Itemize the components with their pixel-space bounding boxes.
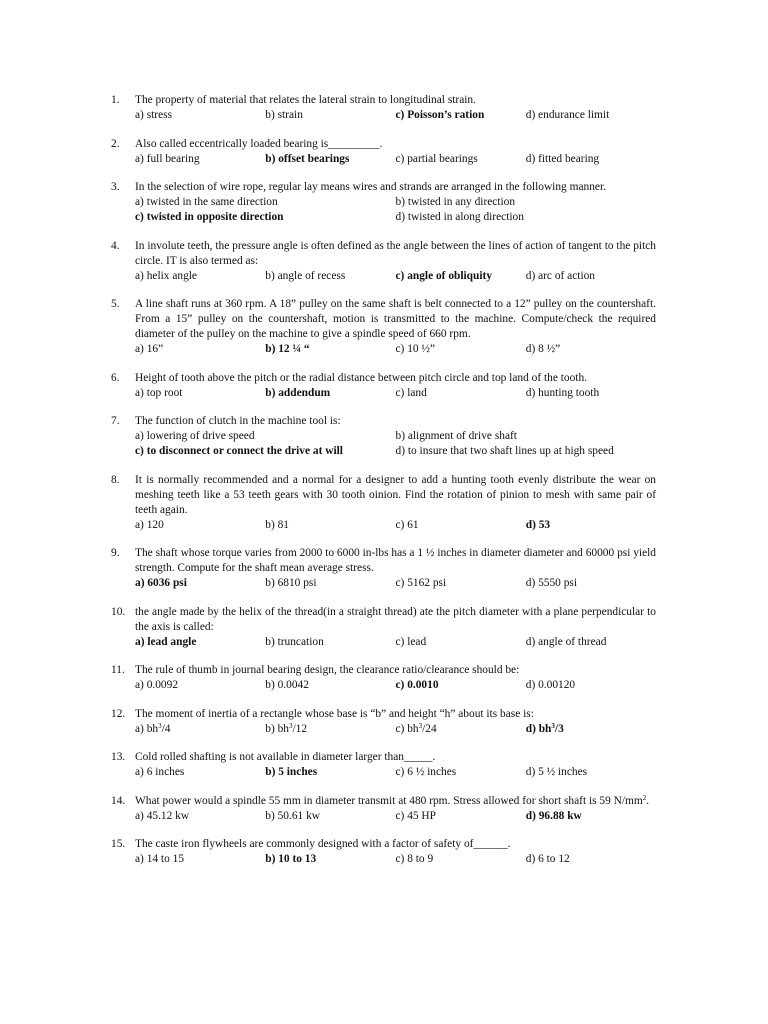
- option: c) 6 ½ inches: [395, 766, 457, 778]
- question-stem: The caste iron flywheels are commonly designed with a factor of safety of______.: [135, 838, 511, 850]
- option: b) truncation: [265, 635, 324, 648]
- question-11: [111, 663, 656, 693]
- answer-option: a) lead angle: [135, 635, 197, 648]
- option-group: [135, 108, 656, 123]
- question-stem: The rule of thumb in journal bearing design, the clearance ratio/clearance should be:: [135, 664, 520, 676]
- question-text-row: [111, 605, 656, 635]
- question-text-row: [111, 414, 656, 429]
- option: a) 45.12 kw: [135, 809, 190, 822]
- question-number: 14.: [111, 794, 126, 807]
- question-15: [111, 837, 656, 867]
- option: d) 5 ½ inches: [525, 766, 588, 778]
- question-number: 1.: [111, 94, 120, 106]
- option: b) 50.61 kw: [265, 809, 320, 822]
- question-stem: the angle made by the helix of the thread(in a straight thread) ate the pitch diameter with a plane perpendicular to the axis is called:: [135, 605, 656, 633]
- question-2: [111, 137, 656, 167]
- question-number: 6.: [111, 371, 120, 384]
- question-stem: In the selection of wire rope, regular lay means wires and strands are arranged in the following manner.: [135, 181, 606, 193]
- question-8: [111, 473, 656, 533]
- option-group: [135, 342, 656, 357]
- option: d) twisted in along direction: [395, 211, 524, 223]
- option: b) 81: [265, 518, 289, 531]
- option-row: [135, 809, 656, 824]
- question-number: 15.: [111, 838, 126, 850]
- option-group: [135, 576, 656, 591]
- option-group: [135, 852, 656, 867]
- option: b) $bh^3/12$: [265, 721, 308, 735]
- option: a) twisted in the same direction: [135, 196, 278, 208]
- answer-option: c) to disconnect or connect the drive at will: [135, 445, 343, 457]
- answer-option: c) angle of obliquity: [395, 269, 493, 282]
- answer-option: a) 6036 psi: [135, 577, 187, 589]
- option: a) top root: [135, 386, 183, 399]
- option-group: [135, 722, 656, 737]
- question-number: 8.: [111, 473, 120, 486]
- question-text-row: [111, 371, 656, 386]
- question-text-row: [111, 707, 656, 722]
- question-text-row: [111, 180, 656, 195]
- answer-option: b) addendum: [265, 386, 331, 399]
- option: c) 10 ½”: [395, 343, 436, 355]
- question-text-row: [111, 473, 656, 518]
- option: d) 5550 psi: [525, 577, 578, 589]
- option: d) fitted bearing: [525, 152, 600, 165]
- answer-option: b) 12 ¼ “: [265, 343, 310, 355]
- question-list: [111, 93, 656, 881]
- option: a) 6 inches: [135, 766, 185, 778]
- answer-option: c) Poisson’s ration: [395, 109, 485, 121]
- option-row: [135, 386, 656, 401]
- question-3: [111, 180, 656, 225]
- question-number: 7.: [111, 415, 120, 427]
- question-text-row: [111, 750, 656, 765]
- question-14: [111, 794, 656, 824]
- option: b) 6810 psi: [265, 577, 317, 589]
- question-stem: Height of tooth above the pitch or the radial distance between pitch circle and top land of the tooth.: [135, 371, 587, 384]
- option: b) angle of recess: [265, 269, 346, 282]
- option-row: [135, 210, 656, 225]
- option-row: [135, 195, 656, 210]
- question-13: [111, 750, 656, 780]
- answer-option: d) 53: [525, 518, 551, 531]
- option: d) arc of action: [525, 269, 596, 282]
- question-stem: What power would a spindle 55 mm in diameter transmit at 480 rpm. Stress allowed for short shaft is 59 $N/mm^2$.: [135, 793, 650, 807]
- answer-option: b) offset bearings: [265, 152, 350, 165]
- option: c) 5162 psi: [395, 577, 447, 589]
- question-1: [111, 93, 656, 123]
- question-number: 5.: [111, 298, 120, 310]
- question-text-row: [111, 837, 656, 852]
- question-text-row: [111, 663, 656, 678]
- question-6: [111, 371, 656, 401]
- option: d) endurance limit: [525, 109, 610, 121]
- option-row: [135, 152, 656, 167]
- option-group: [135, 429, 656, 459]
- question-stem: The moment of inertia of a rectangle whose base is “b” and height “h” about its base is:: [135, 707, 534, 720]
- option: a) $bh^3/4$: [135, 721, 171, 735]
- option: d) hunting tooth: [525, 386, 600, 399]
- question-text-row: [111, 93, 656, 108]
- question-text-row: [111, 297, 656, 342]
- option: c) 8 to 9: [395, 853, 434, 865]
- option-row: [135, 342, 656, 357]
- option: c) 45 HP: [395, 809, 436, 822]
- option: a) lowering of drive speed: [135, 430, 255, 442]
- option-row: [135, 678, 656, 693]
- option-group: [135, 678, 656, 693]
- option: a) 16”: [135, 343, 164, 355]
- question-stem: Cold rolled shafting is not available in diameter larger than_____.: [135, 751, 436, 763]
- answer-option: b) 10 to 13: [265, 853, 317, 865]
- option-group: [135, 269, 656, 284]
- question-text-row: [111, 137, 656, 152]
- question-4: [111, 239, 656, 284]
- question-number: 10.: [111, 605, 126, 618]
- answer-option: d) 96.88 kw: [525, 809, 582, 822]
- question-number: 13.: [111, 751, 126, 763]
- answer-option: c) twisted in opposite direction: [135, 211, 284, 223]
- question-stem: In involute teeth, the pressure angle is often defined as the angle between the lines of action of tangent to the pitch circle. IT is also termed as:: [135, 239, 656, 267]
- option-row: [135, 576, 656, 591]
- option-group: [135, 152, 656, 167]
- question-stem: The shaft whose torque varies from 2000 to 6000 in-lbs has a 1 ½ inches in diameter diameter and 60000 psi yield strength. Compute for the shaft mean average stress.: [135, 547, 656, 574]
- option-row: [135, 269, 656, 284]
- option: a) 0.0092: [135, 679, 179, 691]
- option-row: [135, 429, 656, 444]
- question-12: [111, 707, 656, 737]
- question-7: [111, 414, 656, 459]
- option-group: [135, 809, 656, 824]
- option: a) 14 to 15: [135, 853, 185, 865]
- option: b) strain: [265, 109, 303, 121]
- option-group: [135, 765, 656, 780]
- option: d) angle of thread: [525, 635, 607, 648]
- option: d) 6 to 12: [525, 853, 570, 865]
- option: c) land: [395, 386, 427, 399]
- option-row: [135, 635, 656, 650]
- answer-option: c) 0.0010: [395, 679, 439, 691]
- option-group: [135, 195, 656, 225]
- question-text-row: [111, 794, 656, 809]
- option: a) full bearing: [135, 152, 200, 165]
- option: b) alignment of drive shaft: [395, 430, 517, 442]
- question-number: 12.: [111, 707, 126, 720]
- option: a) stress: [135, 109, 173, 121]
- question-text-row: [111, 546, 656, 576]
- option-row: [135, 108, 656, 123]
- option: b) twisted in any direction: [395, 196, 516, 208]
- option: c) $bh^3/24$: [395, 721, 437, 735]
- option: c) 61: [395, 518, 419, 531]
- question-text-row: [111, 239, 656, 269]
- option-row: [135, 852, 656, 867]
- option: b) 0.0042: [265, 679, 309, 691]
- question-stem: The property of material that relates the lateral strain to longitudinal strain.: [135, 94, 476, 106]
- option: c) partial bearings: [395, 152, 478, 165]
- question-stem: It is normally recommended and a normal for a designer to add a hunting tooth evenly distribute the wear on meshing teeth like a 53 teeth gears with 30 tooth oinion. Find the rotation of pinion to mesh with same pair of teeth again.: [135, 473, 656, 516]
- option-group: [135, 386, 656, 401]
- option-row: [135, 722, 656, 737]
- option: a) helix angle: [135, 269, 197, 282]
- question-number: 11.: [111, 664, 125, 676]
- question-stem: A line shaft runs at 360 rpm. A 18” pulley on the same shaft is belt connected to a 12” pulley on the countershaft. From a 15” pulley on the countershaft, motion is transmitted to the machine. Compute/check the required diameter of the pulley on the machine to give a spindle speed of 660 rpm.: [135, 298, 656, 340]
- option-row: [135, 444, 656, 459]
- question-number: 2.: [111, 137, 120, 150]
- question-number: 3.: [111, 181, 120, 193]
- option-group: [135, 518, 656, 533]
- option: d) to insure that two shaft lines up at high speed: [395, 445, 614, 457]
- option: c) lead: [395, 635, 427, 648]
- option-row: [135, 518, 656, 533]
- question-stem: Also called eccentrically loaded bearing is_________.: [135, 137, 383, 150]
- option: a) 120: [135, 518, 164, 531]
- option: d) 8 ½”: [525, 343, 561, 355]
- question-5: [111, 297, 656, 357]
- option-row: [135, 765, 656, 780]
- question-number: 9.: [111, 547, 120, 559]
- question-number: 4.: [111, 239, 120, 252]
- question-9: [111, 546, 656, 591]
- question-10: [111, 605, 656, 650]
- question-stem: The function of clutch in the machine tool is:: [135, 415, 341, 427]
- option-group: [135, 635, 656, 650]
- answer-option: b) 5 inches: [265, 766, 318, 778]
- option: d) 0.00120: [525, 679, 576, 691]
- answer-option: d) $bh^3/3$: [525, 721, 564, 735]
